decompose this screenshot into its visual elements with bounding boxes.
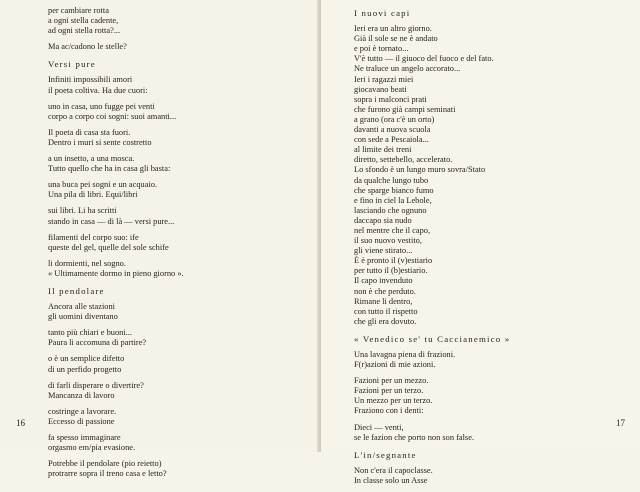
verse-line: che furono già campi seminati bbox=[354, 104, 456, 114]
stanza bbox=[48, 180, 310, 200]
verse-line: È è pronto il (v)estiario bbox=[354, 256, 433, 266]
verse-line: per tutto il (b)estiario. bbox=[354, 266, 428, 276]
verse-line: filamenti del corpo suo: ife bbox=[48, 232, 139, 242]
verse-line: Una pila di libri. Equi/libri bbox=[48, 190, 138, 200]
poem-title: Il pendolare bbox=[48, 285, 105, 296]
verse-line: lasciando che ognuno bbox=[354, 205, 427, 215]
verse-line: Eccesso di passione bbox=[48, 416, 115, 426]
right-page bbox=[321, 0, 640, 485]
verse-line: gli uomini diventano bbox=[48, 312, 118, 322]
verse-line: e fino in ciel la Lebole, bbox=[354, 195, 432, 205]
verse-line: sui libri. Li ha scritti bbox=[48, 206, 117, 216]
verse-line: Rimane li dentro, bbox=[354, 296, 413, 306]
stanza bbox=[48, 128, 310, 148]
verse-line: Mancanza di lavoro bbox=[48, 390, 115, 400]
verse-line: a ogni stella cadente, bbox=[48, 16, 119, 26]
verse-line: il poeta coltiva. Ha due cuori: bbox=[48, 85, 148, 95]
verse-line: F(r)azioni di mie azioni. bbox=[354, 360, 436, 370]
verse-line: Il capo invenduto bbox=[354, 276, 413, 286]
stanza bbox=[48, 75, 310, 95]
left-page-text bbox=[48, 6, 310, 485]
stanza bbox=[48, 233, 310, 253]
verse-line: non è che perduto. bbox=[354, 286, 416, 296]
stanza bbox=[48, 407, 310, 427]
verse-line: Fazioni per un terzo. bbox=[354, 386, 424, 396]
poem-title: L'in/segnante bbox=[354, 449, 417, 460]
stanza bbox=[48, 6, 310, 36]
stanza bbox=[354, 350, 616, 370]
verse-line: Ancora alle stazioni bbox=[48, 302, 115, 312]
stanza bbox=[48, 328, 310, 348]
verse-line: il suo nuovo vestito, bbox=[354, 236, 422, 246]
verse-line: e poi è tornato... bbox=[354, 44, 409, 54]
stanza bbox=[48, 259, 310, 279]
verse-line: di farli disperare o divertire? bbox=[48, 380, 144, 390]
stanza bbox=[354, 423, 616, 443]
verse-line: orgasmo em/pia evasione. bbox=[48, 443, 136, 453]
verse-line: nel mentre che il capo, bbox=[354, 225, 431, 235]
verse-line: stando in casa — di là — versi pure... bbox=[48, 216, 175, 226]
verse-line: Il poeta di casa sta fuori. bbox=[48, 127, 131, 137]
verse-line: Non c'era il capoclasse. bbox=[354, 465, 433, 475]
verse-line: Ieri i ragazzi miei bbox=[354, 74, 414, 84]
left-page-number: 16 bbox=[16, 418, 25, 428]
verse-line: di un perfido progetto bbox=[48, 364, 122, 374]
stanza bbox=[48, 102, 310, 122]
verse-line: Fraziono con i denti: bbox=[354, 406, 424, 416]
poem-title: Versi pure bbox=[48, 59, 96, 70]
stanza bbox=[48, 42, 310, 52]
stanza bbox=[48, 206, 310, 226]
verse-line: fa spesso immaginare bbox=[48, 433, 121, 442]
verse-line: gli viene stirato... bbox=[354, 246, 413, 256]
stanza bbox=[354, 376, 616, 416]
verse-line: davanti a nuova scuola bbox=[354, 125, 431, 135]
verse-line: sopra i malconci prati bbox=[354, 94, 427, 104]
stanza bbox=[48, 302, 310, 322]
verse-line: Infiniti impossibili amori bbox=[48, 75, 133, 85]
verse-line: a un insetto, a una mosca. bbox=[48, 154, 135, 164]
verse-line: protrarre sopra il treno casa e letto? bbox=[48, 469, 167, 479]
right-page-number: 17 bbox=[616, 418, 625, 428]
verse-line: « Ultimamente dormo in pieno giorno ». bbox=[48, 268, 184, 278]
verse-line: corpo a corpo coi sogni: suoi amanti... bbox=[48, 111, 177, 121]
verse-line: Una lavagna piena di frazioni. bbox=[354, 350, 456, 359]
right-page-text bbox=[354, 6, 616, 492]
verse-line: Tutto quello che ha in casa gli basta: bbox=[48, 164, 171, 174]
verse-line: uno in casa, uno fugge pei venti bbox=[48, 101, 155, 111]
verse-line: Ieri era un altro giorno. bbox=[354, 24, 432, 34]
verse-line: da qualche lungo tubo bbox=[354, 175, 429, 185]
stanza bbox=[48, 354, 310, 374]
verse-line: a grano (ora c'è un orto) bbox=[354, 114, 435, 124]
stanza bbox=[48, 381, 310, 401]
verse-line: diretto, settebello, accelerato. bbox=[354, 155, 453, 165]
verse-line: con tutto il rispetto bbox=[354, 306, 418, 316]
verse-line: o è un semplice difetto bbox=[48, 354, 125, 364]
verse-line: se le fazion che porto non son false. bbox=[354, 432, 475, 442]
verse-line: una buca pei sogni e un acquaio. bbox=[48, 180, 158, 190]
stanza bbox=[48, 154, 310, 174]
verse-line: Fazioni per un mezzo. bbox=[354, 376, 429, 386]
stanza bbox=[48, 459, 310, 479]
verse-line: Dieci — venti, bbox=[354, 422, 404, 432]
verse-line: daccapo sia nudo bbox=[354, 215, 412, 225]
left-page bbox=[0, 0, 319, 479]
verse-line: Ma ac/cadono le stelle? bbox=[48, 42, 127, 52]
stanza bbox=[354, 466, 616, 486]
verse-line: ad ogni stella rotta?... bbox=[48, 26, 121, 36]
verse-line: per cambiare rotta bbox=[48, 6, 109, 15]
verse-line: giocavano beati bbox=[354, 84, 407, 94]
poem-title: « Venedico se' tu Caccianemico » bbox=[354, 333, 511, 344]
verse-line: con sede a Pescaiola... bbox=[354, 135, 429, 145]
verse-line: tanto più chiari e buoni... bbox=[48, 328, 132, 338]
verse-line: Paura li accomuna di partire? bbox=[48, 338, 147, 348]
verse-line: Già il sole se ne è andato bbox=[354, 34, 438, 44]
verse-line: Un mezzo per un terzo. bbox=[354, 396, 433, 406]
verse-line: che gli era dovuto. bbox=[354, 316, 417, 326]
verse-line: Potrebbe il pendolare (pio reietto) bbox=[48, 459, 162, 469]
verse-line: li dormienti, nel sogno. bbox=[48, 258, 126, 268]
verse-line: che sparge bianco fumo bbox=[354, 185, 434, 195]
poem-title: I nuovi capi bbox=[354, 8, 411, 18]
verse-line: costringe a lavorare. bbox=[48, 406, 117, 416]
stanza bbox=[48, 433, 310, 453]
verse-line: queste del gel, quelle del sole schife bbox=[48, 242, 169, 252]
stanza bbox=[354, 24, 616, 327]
verse-line: al limite dei treni bbox=[354, 145, 412, 155]
verse-line: Lo sfondo è un lungo muro sovra/Stato bbox=[354, 165, 486, 175]
verse-line: V'è tutto — il giuoco del fuoco e del fato. bbox=[354, 54, 494, 64]
verse-line: Dentro i muri si sente costretto bbox=[48, 137, 152, 147]
verse-line: In classe solo un Asse bbox=[354, 475, 428, 485]
verse-line: Ne traluce un angelo accorato... bbox=[354, 64, 461, 74]
